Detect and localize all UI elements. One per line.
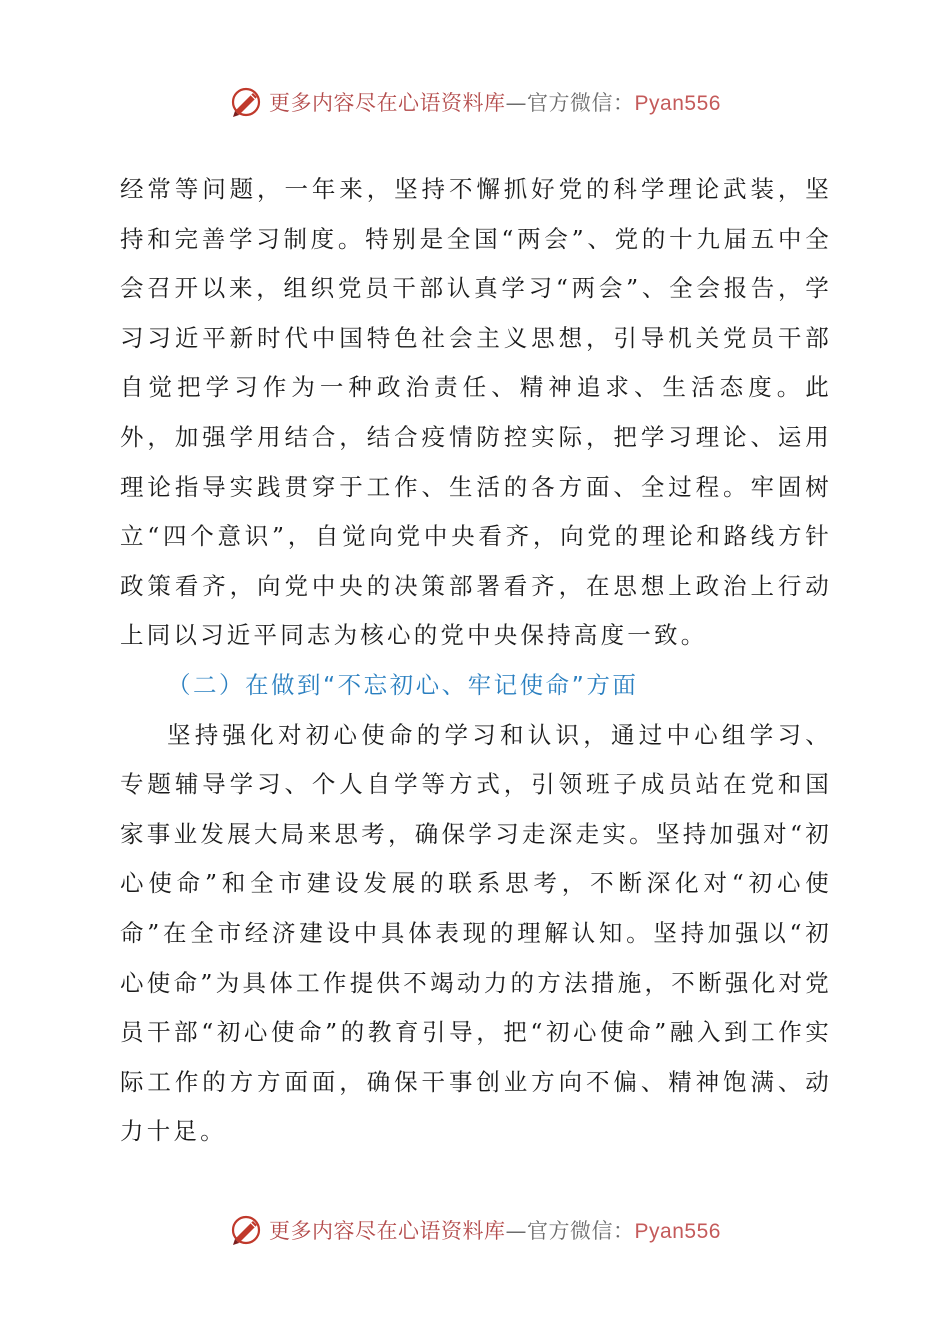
header-banner-content [229,85,721,119]
banner-wechat-id: Pyan556 [634,92,721,115]
pen-logo-icon [229,85,263,119]
banner-wechat-id: Pyan556 [634,1220,721,1243]
section-heading: （二）在做到“不忘初心、牢记使命”方面 [167,670,639,699]
header-banner [0,82,950,122]
footer-banner-text [269,1215,721,1245]
document-body [120,165,832,1157]
pen-logo-icon [229,1213,263,1247]
header-banner-text [269,87,721,117]
banner-wechat-label: —官方微信： [505,1219,635,1243]
banner-main-text: 更多内容尽在心语资料库 [269,1219,506,1243]
banner-wechat-label: —官方微信： [505,91,635,115]
footer-banner [0,1210,950,1250]
paragraph-continued: 经常等问题，一年来，坚持不懈抓好党的科学理论武装，坚持和完善学习制度。特别是全国“两会”、党的十九届五中全会召开以来，组织党员干部认真学习“两会”、全会报告，学习习近平新时代中国特色社会主义思想，引导机关党员干部自觉把学习作为一种政治责任、精神追求、生活态度。此外，加强学用结合，结合疫情防控实际，把学习理论、运用理论指导实践贯穿于工作、生活的各方面、全过程。牢固树立“四个意识”，自觉向党中央看齐，向党的理论和路线方针政策看齐，向党中央的决策部署看齐，在思想上政治上行动上同以习近平同志为核心的党中央保持高度一致。 [120,175,832,650]
paragraph-2: 坚持强化对初心使命的学习和认识，通过中心组学习、专题辅导学习、个人自学等方式，引领班子成员站在党和国家事业发展大局来思考，确保学习走深走实。坚持加强对“初心使命”和全市建设发展的联系思考，不断深化对“初心使命”在全市经济建设中具体表现的理解认知。坚持加强以“初心使命”为具体工作提供不竭动力的方法措施，不断强化对党员干部“初心使命”的教育引导，把“初心使命”融入到工作实际工作的方方面面，确保干事创业方向不偏、精神饱满、动力十足。 [120,720,832,1146]
footer-banner-content [229,1213,721,1247]
banner-main-text: 更多内容尽在心语资料库 [269,91,506,115]
